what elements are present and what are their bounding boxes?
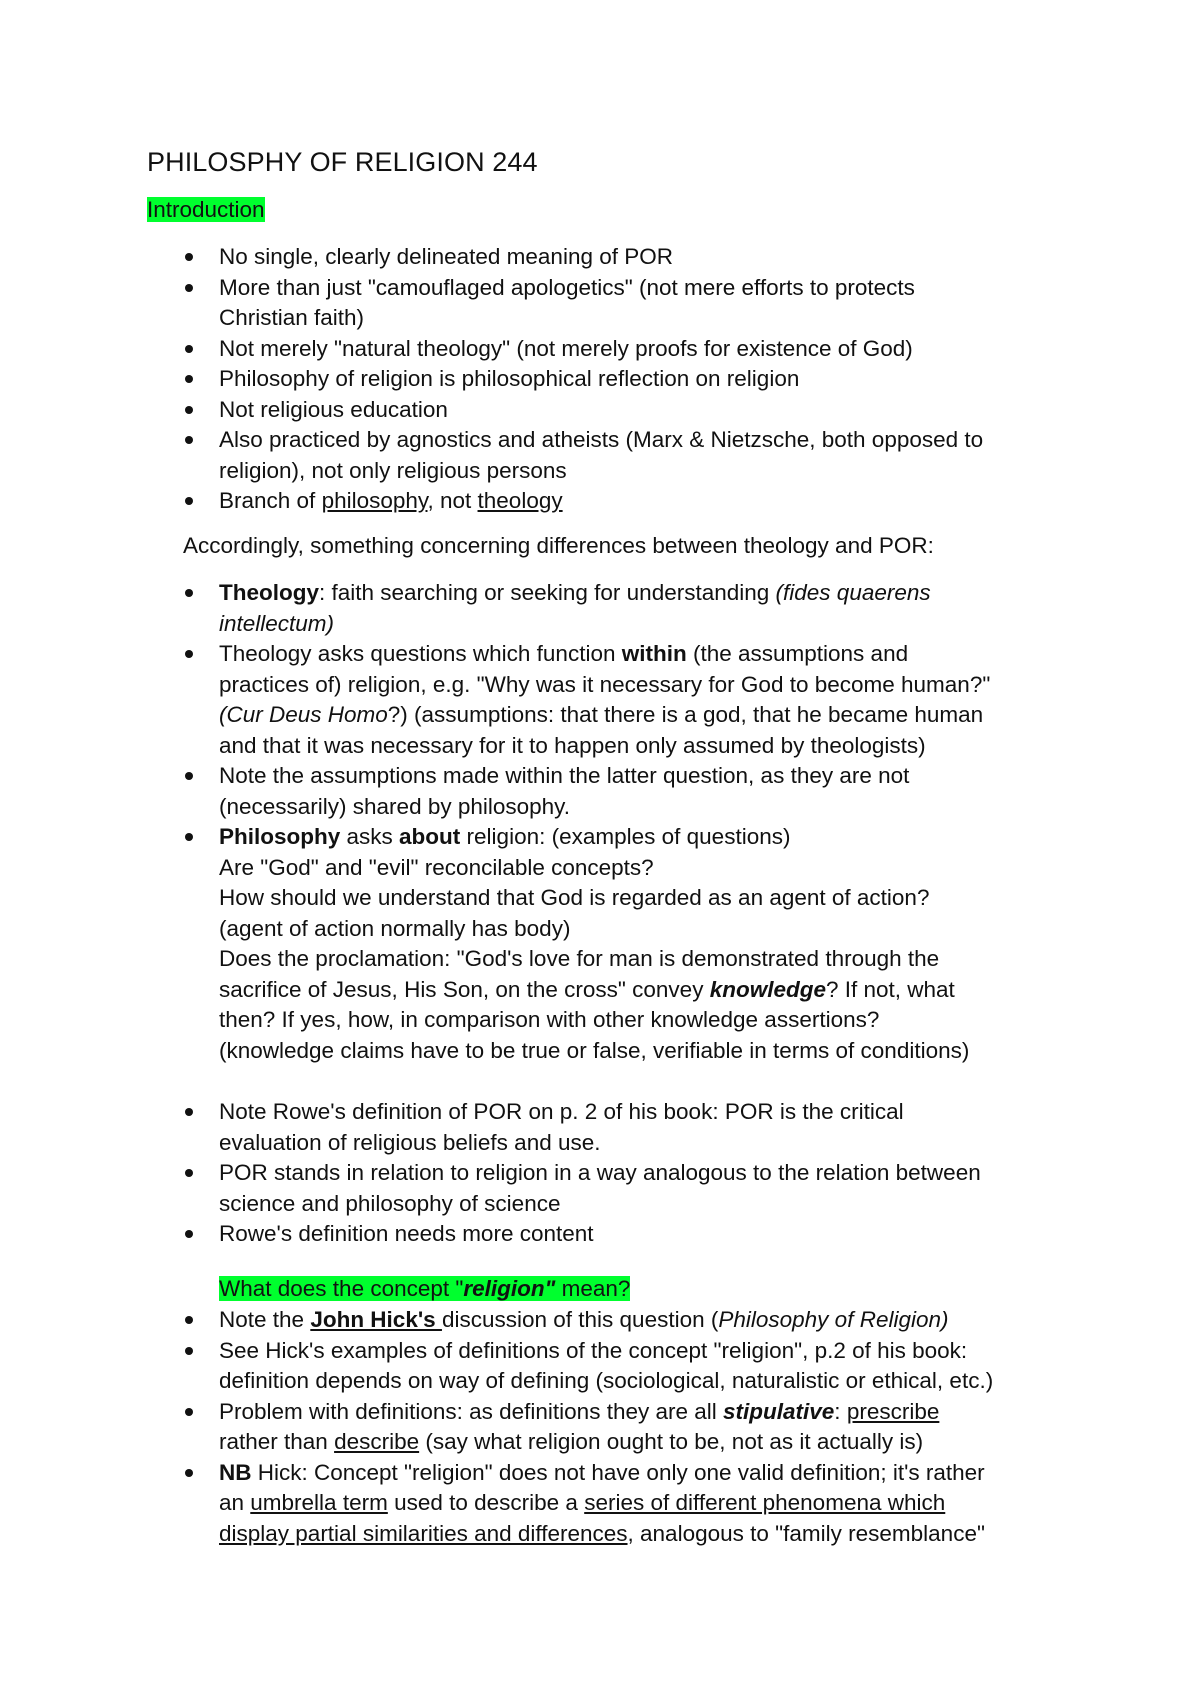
list-item: Branch of philosophy, not theology bbox=[219, 486, 1119, 517]
list-item: Theology: faith searching or seeking for understanding (fides quaerens intellectum) bbox=[219, 578, 1119, 639]
bullet-icon bbox=[185, 1469, 193, 1477]
bullet-icon bbox=[185, 772, 193, 780]
rowe-list bbox=[219, 1097, 1119, 1250]
list-item: See Hick's examples of definitions of the concept "religion", p.2 of his book: definition depends on way of defining (sociological, naturalistic or ethical, etc.) bbox=[219, 1336, 1119, 1397]
list-item: Note the assumptions made within the latter question, as they are not (necessarily) shared by philosophy. bbox=[219, 761, 1119, 822]
list-item: Not religious education bbox=[219, 395, 1119, 426]
bullet-icon bbox=[185, 375, 193, 383]
bullet-icon bbox=[185, 436, 193, 444]
list-item: Theology asks questions which function within (the assumptions and practices of) religion, e.g. "Why was it necessary for God to become human?" (Cur Deus Homo?) (assumptions: that there is a god, that he became human and that it was necessary for it to happen only assumed by theologists) bbox=[219, 639, 1119, 761]
list-item: NB Hick: Concept "religion" does not have only one valid definition; it's rather an umbrella term used to describe a series of different phenomena which display partial similarities and differences, analogous to "family resemblance" bbox=[219, 1458, 1119, 1550]
list-item: Note Rowe's definition of POR on p. 2 of his book: POR is the critical evaluation of religious beliefs and use. bbox=[219, 1097, 1119, 1158]
list-item: Problem with definitions: as definitions they are all stipulative: prescribe rather than describe (say what religion ought to be, not as it actually is) bbox=[219, 1397, 1119, 1458]
bullet-icon bbox=[185, 406, 193, 414]
list-item: Philosophy asks about religion: (examples of questions) Are "God" and "evil" reconcilable concepts? How should we understand that God is regarded as an agent of action? (agent of action normally has body) Does the proclamation: "God's love for man is demonstrated through the sacrifice of Jesus, His Son, on the cross" convey knowledge? If not, what then? If yes, how, in comparison with other knowledge assertions? (knowledge claims have to be true or false, verifiable in terms of conditions) bbox=[219, 822, 1119, 1066]
list-item: POR stands in relation to religion in a way analogous to the relation between science and philosophy of science bbox=[219, 1158, 1119, 1219]
list-item: Rowe's definition needs more content bbox=[219, 1219, 1119, 1250]
bullet-icon bbox=[185, 1408, 193, 1416]
bullet-icon bbox=[185, 1316, 193, 1324]
intro-list bbox=[219, 242, 1119, 517]
bullet-icon bbox=[185, 253, 193, 261]
accordingly-paragraph: Accordingly, something concerning differences between theology and POR: bbox=[183, 533, 934, 558]
bullet-icon bbox=[185, 1108, 193, 1116]
bullet-icon bbox=[185, 1230, 193, 1238]
list-item: Not merely "natural theology" (not merely proofs for existence of God) bbox=[219, 334, 1119, 365]
list-item: Note the John Hick's discussion of this question (Philosophy of Religion) bbox=[219, 1305, 1119, 1336]
religion-heading: What does the concept "religion" mean? bbox=[219, 1276, 631, 1301]
bullet-icon bbox=[185, 589, 193, 597]
hick-list bbox=[219, 1305, 1119, 1549]
bullet-icon bbox=[185, 1169, 193, 1177]
bullet-icon bbox=[185, 284, 193, 292]
page-title: PHILOSPHY OF RELIGION 244 bbox=[147, 147, 538, 177]
list-item: Also practiced by agnostics and atheists (Marx & Nietzsche, both opposed to religion), not only religious persons bbox=[219, 425, 1119, 486]
bullet-icon bbox=[185, 497, 193, 505]
bullet-icon bbox=[185, 650, 193, 658]
list-item: Philosophy of religion is philosophical reflection on religion bbox=[219, 364, 1119, 395]
bullet-icon bbox=[185, 345, 193, 353]
bullet-icon bbox=[185, 833, 193, 841]
list-item: More than just "camouflaged apologetics" (not mere efforts to protects Christian faith) bbox=[219, 273, 1119, 334]
bullet-icon bbox=[185, 1347, 193, 1355]
theology-list bbox=[219, 578, 1119, 1066]
intro-heading: Introduction bbox=[147, 197, 265, 222]
list-item: No single, clearly delineated meaning of POR bbox=[219, 242, 1119, 273]
